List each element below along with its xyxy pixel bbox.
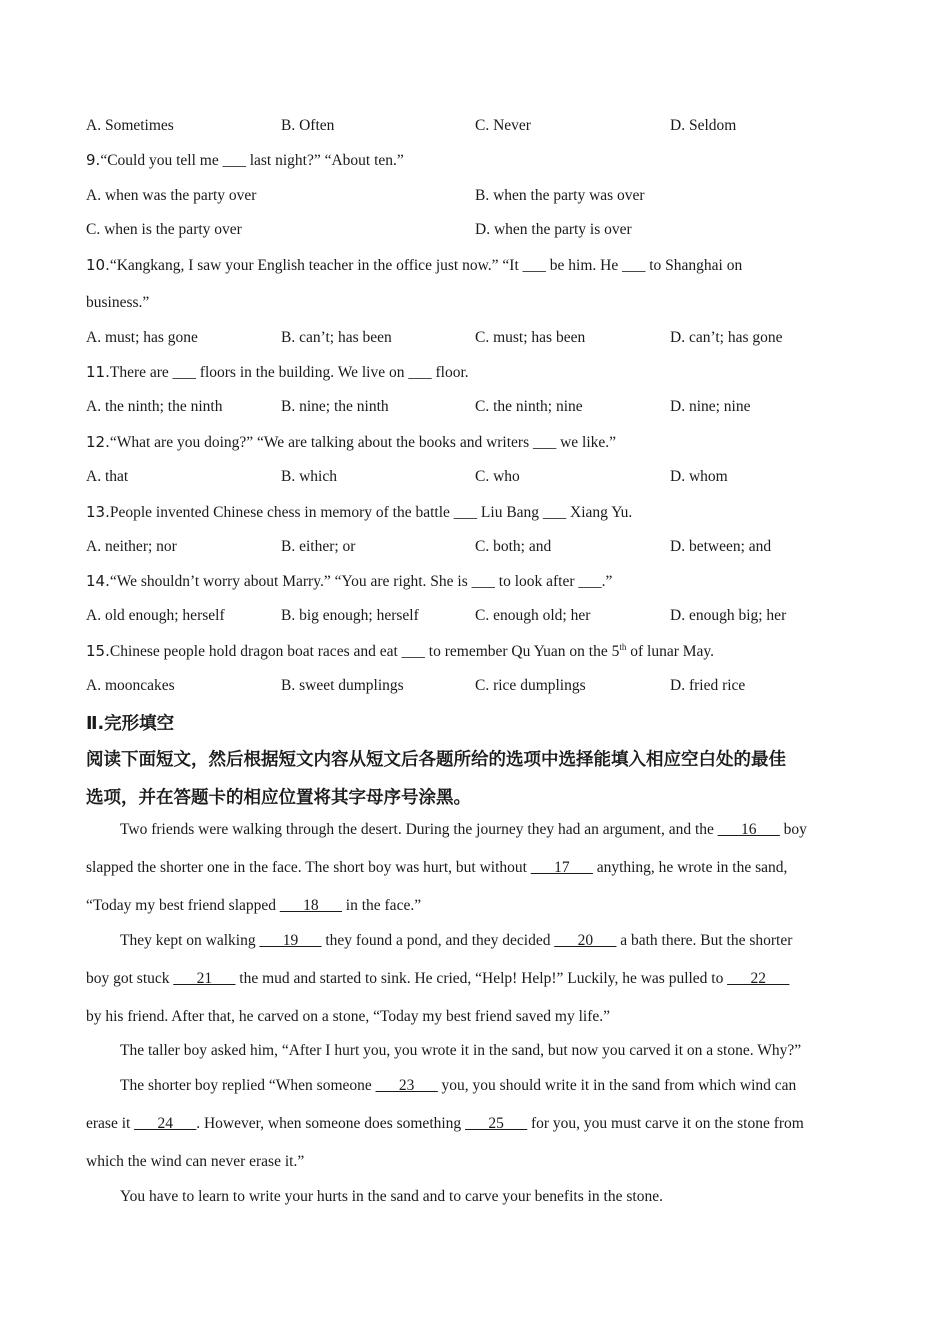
q10-option-c: C. must; has been [475,329,586,346]
passage-text: the mud and started to sink. He cried, “Help! Help!” Luckily, he was pulled to [235,970,728,987]
passage-line [120,1077,796,1095]
blank-17: ___17___ [530,859,593,876]
passage-line [120,932,792,950]
question-9 [86,151,404,170]
passage-line [120,821,807,839]
q8-option-c: C. Never [475,117,531,134]
question-text: People invented Chinese chess in memory of the battle ___ Liu Bang ___ Xiang Yu. [109,504,633,521]
passage-line: by his friend. After that, he carved on a stone, “Today my best friend saved my life.” [86,1008,611,1025]
q12-option-d: D. whom [670,468,728,485]
q15-option-d: D. fried rice [670,677,746,694]
blank-22: ___22___ [727,970,790,987]
q9-option-d: D. when the party is over [475,221,632,238]
q13-option-c: C. both; and [475,538,552,555]
passage-line [86,1115,804,1133]
question-11 [86,363,469,382]
passage-text: . However, when someone does something [196,1115,466,1132]
q9-option-c: C. when is the party over [86,221,242,238]
blank-16: ___16___ [717,821,780,838]
ordinal-suffix: th [619,641,627,652]
passage-line: You have to learn to write your hurts in the sand and to carve your benefits in the stone. [120,1188,663,1205]
passage-line [86,859,787,877]
blank-24: ___24___ [134,1115,197,1132]
q12-option-b: B. which [281,468,337,485]
question-number: 9. [86,151,101,169]
question-10 [86,256,742,275]
q12-option-c: C. who [475,468,520,485]
blank-23: ___23___ [375,1077,438,1094]
question-text: Chinese people hold dragon boat races and eat ___ to remember Qu Yuan on the 5 [109,643,620,660]
q10-option-b: B. can’t; has been [281,329,392,346]
q15-option-b: B. sweet dumplings [281,677,404,694]
passage-text: Two friends were walking through the desert. During the journey they had an argument, and the [120,821,718,838]
q15-option-a: A. mooncakes [86,677,175,694]
passage-text: you, you should write it in the sand from which wind can [437,1077,797,1094]
question-text: “What are you doing?” “We are talking about the books and writers ___ we like.” [109,434,617,451]
q9-option-a: A. when was the party over [86,187,257,204]
passage-text: a bath there. But the shorter [616,932,793,949]
q10-option-a: A. must; has gone [86,329,198,346]
passage-text: anything, he wrote in the sand, [592,859,788,876]
q12-option-a: A. that [86,468,129,485]
question-13 [86,503,632,522]
passage-text: slapped the shorter one in the face. The short boy was hurt, but without [86,859,531,876]
blank-21: ___21___ [173,970,236,987]
passage-text: The shorter boy replied “When someone [120,1077,376,1094]
question-15 [86,642,714,661]
blank-18: ___18___ [279,897,342,914]
question-number: 11. [86,363,110,381]
passage-text: boy [779,821,807,838]
blank-20: ___20___ [554,932,617,949]
passage-line [86,897,421,915]
passage-text: They kept on walking [120,932,260,949]
q15-option-c: C. rice dumplings [475,677,586,694]
question-text: “Kangkang, I saw your English teacher in the office just now.” “It ___ be him. He ___ to Shanghai on [109,257,743,274]
passage-line [86,970,789,988]
passage-text: boy got stuck [86,970,174,987]
q13-option-d: D. between; and [670,538,772,555]
question-text-end: of lunar May. [626,643,715,660]
q8-option-b: B. Often [281,117,335,134]
q14-option-a: A. old enough; herself [86,607,225,624]
q9-option-b: B. when the party was over [475,187,645,204]
q13-option-b: B. either; or [281,538,356,555]
q11-option-c: C. the ninth; nine [475,398,583,415]
question-number: 12. [86,433,110,451]
question-12 [86,433,616,452]
q14-option-c: C. enough old; her [475,607,591,624]
question-text: There are ___ floors in the building. We live on ___ floor. [109,364,469,381]
question-10-continued: business.” [86,294,150,311]
passage-text: erase it [86,1115,135,1132]
passage-text: they found a pond, and they decided [321,932,555,949]
question-number: 13. [86,503,110,521]
passage-text: in the face.” [341,897,422,914]
passage-text: “Today my best friend slapped [86,897,280,914]
passage-line: The taller boy asked him, “After I hurt you, you wrote it in the sand, but now you carved it on a stone. Why?” [120,1042,802,1059]
q13-option-a: A. neither; nor [86,538,177,555]
q11-option-d: D. nine; nine [670,398,751,415]
question-number: 15. [86,642,110,660]
question-text: “Could you tell me ___ last night?” “About ten.” [100,152,404,169]
q14-option-b: B. big enough; herself [281,607,419,624]
passage-line: which the wind can never erase it.” [86,1153,305,1170]
q11-option-b: B. nine; the ninth [281,398,389,415]
question-number: 14. [86,572,110,590]
q10-option-d: D. can’t; has gone [670,329,783,346]
question-number: 10. [86,256,110,274]
q11-option-a: A. the ninth; the ninth [86,398,223,415]
question-14 [86,572,612,591]
section-instruction: 阅读下面短文，然后根据短文内容从短文后各题所给的选项中选择能填入相应空白处的最佳 [86,750,786,770]
blank-19: ___19___ [259,932,322,949]
q14-option-d: D. enough big; her [670,607,787,624]
q8-option-a: A. Sometimes [86,117,174,134]
question-text: “We shouldn’t worry about Marry.” “You are right. She is ___ to look after ___.” [109,573,613,590]
blank-25: ___25___ [465,1115,528,1132]
q8-option-d: D. Seldom [670,117,737,134]
section-instruction-continued: 选项，并在答题卡的相应位置将其字母序号涂黑。 [86,788,471,808]
section-title: Ⅱ.完形填空 [86,714,175,734]
passage-text: for you, you must carve it on the stone from [527,1115,804,1132]
